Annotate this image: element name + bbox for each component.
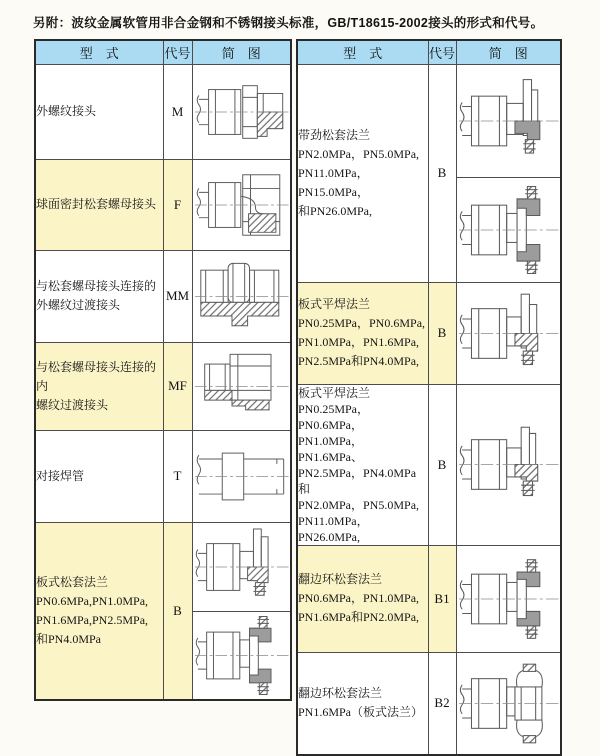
type-line: 球面密封松套螺母接头 — [36, 197, 157, 211]
type-line: PN2.0MPa，PN5.0MPa, — [298, 146, 420, 161]
type-line: 板式平焊法兰 — [298, 385, 371, 400]
row-diagram-cell — [192, 522, 291, 700]
header-cell-type: 型 式 — [297, 40, 428, 64]
male-male-adapter-diagram — [193, 251, 291, 342]
row-diagram-cell — [456, 64, 561, 282]
neck-lap-flange-a-diagram — [457, 65, 561, 177]
row-code-cell: MM — [163, 250, 192, 342]
row-code-cell: B — [428, 384, 456, 545]
type-line: 和PN4.0MPa — [36, 631, 102, 646]
type-line: 对接焊管 — [36, 468, 85, 483]
diagram-slot — [193, 431, 291, 522]
plate-weld-flange-a-diagram — [457, 283, 561, 384]
plate-weld-flange-b-diagram — [457, 412, 561, 517]
type-line: PN11.0MPa，PN15.0MPa， — [298, 165, 370, 199]
fittings-table-left — [34, 39, 292, 701]
type-line: PN1.6MPa和PN2.0MPa, — [298, 610, 420, 624]
row-diagram-cell — [192, 64, 291, 159]
row-code-cell: T — [163, 430, 192, 522]
type-line: PN1.0MPa，PN1.6MPa, — [298, 335, 420, 349]
type-line: 板式平焊法兰 — [298, 297, 371, 311]
diagram-slot — [457, 65, 561, 177]
butt-weld-pipe-diagram — [193, 431, 291, 522]
row-diagram-cell — [192, 342, 291, 430]
type-line: PN2.5MPa，PN4.0MPa和 — [298, 465, 417, 496]
row-type-cell — [35, 522, 163, 700]
header-cell-code: 代号 — [163, 40, 192, 64]
diagram-slot — [457, 283, 561, 384]
type-line: PN0.25MPa，PN0.6MPa, — [298, 316, 426, 330]
row-diagram-cell — [192, 159, 291, 250]
type-line: PN11.0MPa，PN26.0MPa, — [298, 513, 369, 544]
row-type-cell — [297, 652, 428, 755]
row-type-cell — [35, 430, 163, 522]
fittings-table-right — [296, 39, 562, 756]
row-type-cell — [35, 342, 163, 430]
type-line: 翻边环松套法兰 — [298, 572, 383, 586]
row-type-cell — [35, 64, 163, 159]
neck-lap-flange-b-diagram — [457, 178, 561, 282]
type-line: PN1.6MPa,PN2.5MPa, — [36, 612, 149, 627]
type-line: PN2.5MPa和PN4.0MPa, — [298, 354, 420, 368]
diagram-slot — [193, 160, 291, 250]
header-cell-diagram: 简 图 — [456, 40, 561, 64]
header-cell-type: 型 式 — [35, 40, 163, 64]
flared-ring-lap-flange-diagram — [457, 546, 561, 652]
row-code-cell: B1 — [428, 545, 456, 652]
row-code-cell: M — [163, 64, 192, 159]
type-line: 带劲松套法兰 — [298, 127, 371, 142]
row-code-cell: F — [163, 159, 192, 250]
diagram-slot — [457, 412, 561, 517]
row-code-cell: B — [163, 522, 192, 700]
row-diagram-cell — [456, 545, 561, 652]
header-cell-code: 代号 — [428, 40, 456, 64]
row-code-cell: B — [428, 282, 456, 384]
row-type-cell — [297, 64, 428, 282]
diagram-slot — [457, 546, 561, 652]
type-line: PN0.6MPa，PN1.0MPa, — [298, 591, 420, 605]
diagram-slot — [193, 343, 291, 430]
type-line: 螺纹过渡接头 — [36, 397, 109, 412]
row-type-cell — [35, 250, 163, 342]
type-line: PN1.6MPa（板式法兰） — [298, 705, 424, 719]
row-type-cell — [297, 282, 428, 384]
row-code-cell: MF — [163, 342, 192, 430]
diagram-slot — [193, 251, 291, 342]
type-line: 外螺纹过渡接头 — [36, 298, 121, 312]
type-line: 和PN26.0MPa, — [298, 203, 373, 218]
diagram-slot — [457, 177, 561, 282]
row-type-cell — [297, 545, 428, 652]
type-line: 板式松套法兰 — [36, 574, 109, 589]
row-type-cell — [35, 159, 163, 250]
plate-lap-flange-a-diagram — [193, 523, 291, 611]
male-thread-joint-diagram — [193, 65, 291, 159]
row-diagram-cell — [456, 652, 561, 755]
row-diagram-cell — [192, 250, 291, 342]
type-line: PN1.0MPa，PN1.6MPa、 — [298, 433, 364, 464]
type-line: 与松套螺母接头连接的内 — [36, 359, 157, 393]
type-line: PN0.6MPa,PN1.0MPa, — [36, 593, 149, 608]
plate-lap-flange-b-diagram — [193, 612, 291, 699]
type-line: PN2.0MPa，PN5.0MPa, — [298, 497, 420, 512]
spherical-swivel-nut-joint-diagram — [193, 160, 291, 250]
type-line: 与松套螺母接头连接的 — [36, 279, 157, 293]
diagram-slot — [193, 65, 291, 159]
flared-ring-plate-flange-diagram — [457, 653, 561, 754]
row-diagram-cell — [456, 384, 561, 545]
diagram-slot — [193, 523, 291, 611]
row-diagram-cell — [192, 430, 291, 522]
type-line: 外螺纹接头 — [36, 104, 97, 118]
diagram-slot — [193, 611, 291, 699]
doc-title: 另附：波纹金属软管用非合金钢和不锈钢接头标准，GB/T18615-2002接头的形式和代号。 — [33, 16, 544, 30]
row-code-cell: B — [428, 64, 456, 282]
row-code-cell: B2 — [428, 652, 456, 755]
row-diagram-cell — [456, 282, 561, 384]
diagram-slot — [457, 653, 561, 754]
row-type-cell — [297, 384, 428, 545]
header-cell-diagram: 简 图 — [192, 40, 291, 64]
type-line: PN0.25MPa，PN0.6MPa， — [298, 401, 370, 432]
male-female-adapter-diagram — [193, 343, 291, 430]
type-line: 翻边环松套法兰 — [298, 686, 383, 700]
